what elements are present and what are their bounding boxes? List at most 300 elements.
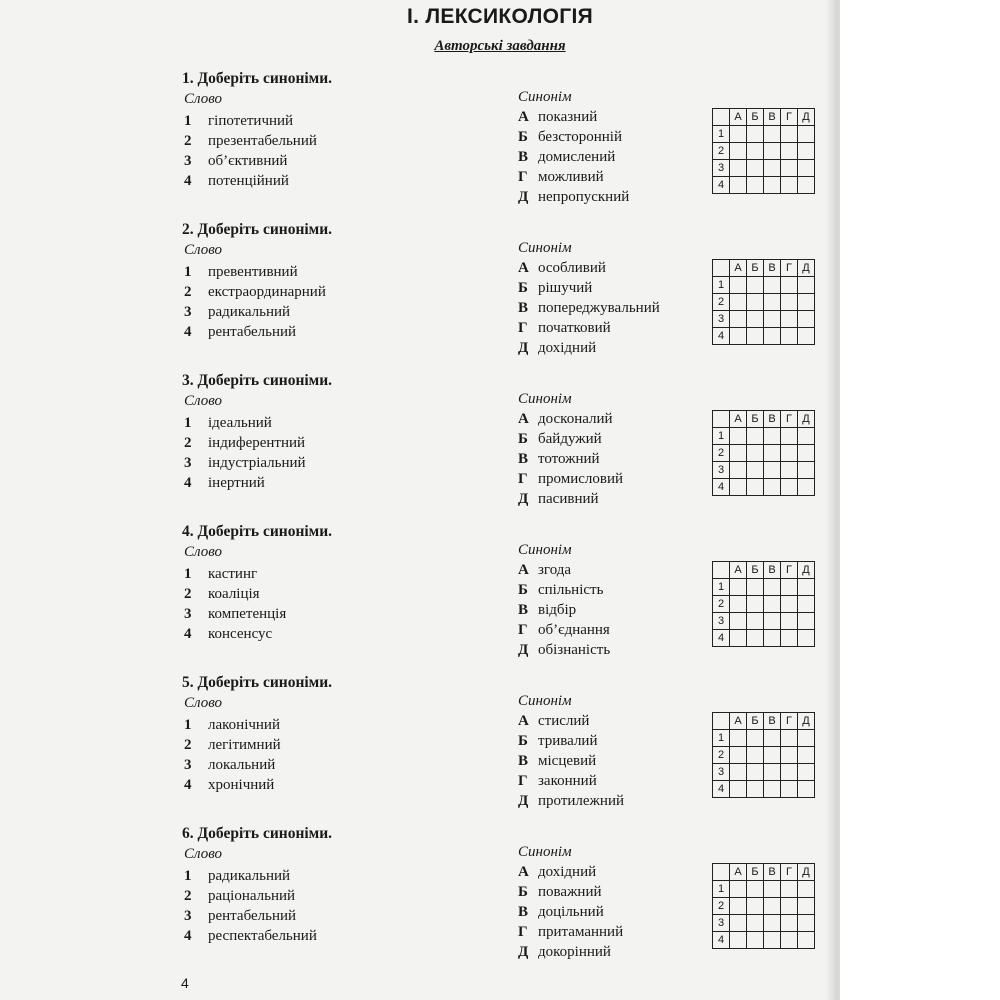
word-item xyxy=(184,415,272,432)
synonym-text: законний xyxy=(538,773,597,789)
grid-answer-cell[interactable] xyxy=(764,277,781,294)
grid-answer-cell[interactable] xyxy=(781,143,798,160)
grid-column-header: Д xyxy=(798,562,815,579)
task-block xyxy=(0,221,838,381)
grid-row-header: 4 xyxy=(713,932,730,949)
grid-answer-cell[interactable] xyxy=(798,613,815,630)
grid-answer-cell[interactable] xyxy=(764,881,781,898)
grid-answer-cell[interactable] xyxy=(730,479,747,496)
grid-answer-cell[interactable] xyxy=(798,311,815,328)
grid-answer-cell[interactable] xyxy=(798,630,815,647)
grid-answer-cell[interactable] xyxy=(781,781,798,798)
grid-answer-cell[interactable] xyxy=(781,613,798,630)
synonym-item xyxy=(518,411,613,428)
word-number: 3 xyxy=(184,757,192,773)
word-number: 3 xyxy=(184,455,192,471)
synonym-text: попереджувальний xyxy=(538,300,660,316)
grid-row-header: 2 xyxy=(713,596,730,613)
grid-answer-cell[interactable] xyxy=(764,294,781,311)
grid-answer-cell[interactable] xyxy=(781,730,798,747)
grid-answer-cell[interactable] xyxy=(798,462,815,479)
grid-answer-cell[interactable] xyxy=(747,579,764,596)
synonym-letter: В xyxy=(518,300,529,316)
grid-answer-cell[interactable] xyxy=(730,932,747,949)
synonym-letter: Д xyxy=(518,189,529,205)
grid-answer-cell[interactable] xyxy=(730,445,747,462)
synonym-item xyxy=(518,260,606,277)
word-text: локальний xyxy=(208,757,276,773)
word-text: раціональний xyxy=(208,888,296,904)
grid-answer-cell[interactable] xyxy=(730,462,747,479)
word-column-label: Слово xyxy=(184,242,223,258)
grid-answer-cell[interactable] xyxy=(730,764,747,781)
grid-answer-cell[interactable] xyxy=(781,479,798,496)
grid-answer-cell[interactable] xyxy=(764,479,781,496)
answer-grid xyxy=(712,108,815,194)
section-subtitle: Авторські завдання xyxy=(434,38,566,54)
synonym-letter: Б xyxy=(518,884,528,900)
synonym-letter: А xyxy=(518,562,529,578)
synonym-text: дохідний xyxy=(538,340,597,356)
grid-answer-cell[interactable] xyxy=(764,915,781,932)
grid-answer-cell[interactable] xyxy=(798,445,815,462)
grid-column-header: Д xyxy=(798,713,815,730)
grid-answer-cell[interactable] xyxy=(730,160,747,177)
grid-answer-cell[interactable] xyxy=(747,143,764,160)
synonym-text: докорінний xyxy=(538,944,611,960)
grid-answer-cell[interactable] xyxy=(747,311,764,328)
grid-answer-cell[interactable] xyxy=(747,479,764,496)
word-number: 4 xyxy=(184,928,192,944)
synonym-letter: В xyxy=(518,602,529,618)
word-number: 4 xyxy=(184,173,192,189)
word-text: інертний xyxy=(208,475,265,491)
grid-answer-cell[interactable] xyxy=(730,277,747,294)
synonym-letter: А xyxy=(518,864,529,880)
synonym-item xyxy=(518,109,597,126)
grid-row-header: 3 xyxy=(713,311,730,328)
word-item xyxy=(184,284,326,301)
grid-answer-cell[interactable] xyxy=(781,596,798,613)
word-number: 2 xyxy=(184,133,192,149)
grid-answer-cell[interactable] xyxy=(730,579,747,596)
grid-answer-cell[interactable] xyxy=(730,747,747,764)
word-text: індустріальний xyxy=(208,455,306,471)
grid-column-header: В xyxy=(764,260,781,277)
grid-answer-cell[interactable] xyxy=(798,479,815,496)
word-item xyxy=(184,777,274,794)
answer-grid xyxy=(712,259,815,345)
word-text: об’єктивний xyxy=(208,153,288,169)
synonym-item xyxy=(518,713,589,730)
synonym-letter: Д xyxy=(518,793,529,809)
grid-answer-cell[interactable] xyxy=(781,764,798,781)
grid-answer-cell[interactable] xyxy=(798,730,815,747)
grid-answer-cell[interactable] xyxy=(781,428,798,445)
grid-answer-cell[interactable] xyxy=(798,143,815,160)
synonym-item xyxy=(518,642,610,659)
grid-column-header: Д xyxy=(798,109,815,126)
word-number: 3 xyxy=(184,606,192,622)
grid-column-header: Г xyxy=(781,260,798,277)
synonym-text: відбір xyxy=(538,602,577,618)
grid-answer-cell[interactable] xyxy=(730,730,747,747)
grid-answer-cell[interactable] xyxy=(764,126,781,143)
synonym-item xyxy=(518,431,602,448)
synonym-text: пасивний xyxy=(538,491,599,507)
grid-column-header: В xyxy=(764,713,781,730)
word-text: гіпотетичний xyxy=(208,113,294,129)
synonym-text: показний xyxy=(538,109,598,125)
grid-answer-cell[interactable] xyxy=(764,932,781,949)
grid-answer-cell[interactable] xyxy=(764,143,781,160)
word-text: радикальний xyxy=(208,868,291,884)
grid-answer-cell[interactable] xyxy=(764,328,781,345)
word-item xyxy=(184,304,290,321)
synonym-text: досконалий xyxy=(538,411,613,427)
grid-answer-cell[interactable] xyxy=(781,311,798,328)
grid-answer-cell[interactable] xyxy=(781,630,798,647)
grid-row-header: 3 xyxy=(713,462,730,479)
grid-row-header: 1 xyxy=(713,277,730,294)
synonym-item xyxy=(518,149,615,166)
synonym-letter: А xyxy=(518,411,529,427)
grid-answer-cell[interactable] xyxy=(747,898,764,915)
word-number: 1 xyxy=(184,113,192,129)
word-column-label: Слово xyxy=(184,544,223,560)
grid-answer-cell[interactable] xyxy=(798,932,815,949)
grid-answer-cell[interactable] xyxy=(730,143,747,160)
grid-answer-cell[interactable] xyxy=(764,898,781,915)
grid-answer-cell[interactable] xyxy=(747,932,764,949)
grid-row-header: 1 xyxy=(713,730,730,747)
task-heading: 4. Доберіть синоніми. xyxy=(182,523,333,540)
grid-answer-cell[interactable] xyxy=(730,126,747,143)
grid-row-header: 4 xyxy=(713,630,730,647)
grid-answer-cell[interactable] xyxy=(764,445,781,462)
grid-column-header: В xyxy=(764,411,781,428)
synonym-item xyxy=(518,300,660,317)
grid-answer-cell[interactable] xyxy=(764,630,781,647)
grid-answer-cell[interactable] xyxy=(764,579,781,596)
synonym-item xyxy=(518,562,571,579)
word-text: потенційний xyxy=(208,173,289,189)
grid-answer-cell[interactable] xyxy=(764,764,781,781)
grid-answer-cell[interactable] xyxy=(764,462,781,479)
grid-answer-cell[interactable] xyxy=(747,428,764,445)
task-block xyxy=(0,523,838,683)
grid-answer-cell[interactable] xyxy=(730,898,747,915)
grid-corner-cell xyxy=(713,411,730,428)
word-column-label: Слово xyxy=(184,393,223,409)
grid-answer-cell[interactable] xyxy=(747,764,764,781)
synonym-letter: Г xyxy=(518,320,528,336)
grid-answer-cell[interactable] xyxy=(730,630,747,647)
synonym-text: тривалий xyxy=(538,733,598,749)
grid-answer-cell[interactable] xyxy=(781,160,798,177)
grid-answer-cell[interactable] xyxy=(798,747,815,764)
synonym-text: байдужий xyxy=(538,431,602,447)
grid-answer-cell[interactable] xyxy=(764,613,781,630)
synonym-item xyxy=(518,773,597,790)
grid-answer-cell[interactable] xyxy=(781,328,798,345)
grid-answer-cell[interactable] xyxy=(747,160,764,177)
grid-answer-cell[interactable] xyxy=(798,177,815,194)
grid-column-header: Б xyxy=(747,260,764,277)
synonym-text: промисловий xyxy=(538,471,624,487)
grid-answer-cell[interactable] xyxy=(764,730,781,747)
grid-answer-cell[interactable] xyxy=(747,462,764,479)
synonym-text: обізнаність xyxy=(538,642,611,658)
grid-answer-cell[interactable] xyxy=(798,579,815,596)
synonym-letter: Б xyxy=(518,733,528,749)
word-number: 3 xyxy=(184,908,192,924)
grid-row-header: 3 xyxy=(713,764,730,781)
task-block xyxy=(0,70,838,230)
synonym-text: об’єднання xyxy=(538,622,610,638)
grid-answer-cell[interactable] xyxy=(781,177,798,194)
synonym-item xyxy=(518,320,611,337)
word-number: 4 xyxy=(184,626,192,642)
word-number: 4 xyxy=(184,475,192,491)
grid-corner-cell xyxy=(713,562,730,579)
grid-row-header: 1 xyxy=(713,428,730,445)
grid-column-header: Б xyxy=(747,562,764,579)
grid-answer-cell[interactable] xyxy=(747,596,764,613)
word-number: 4 xyxy=(184,324,192,340)
grid-answer-cell[interactable] xyxy=(730,177,747,194)
synonym-item xyxy=(518,793,624,810)
grid-column-header: Д xyxy=(798,864,815,881)
grid-answer-cell[interactable] xyxy=(781,747,798,764)
grid-row-header: 3 xyxy=(713,915,730,932)
grid-answer-cell[interactable] xyxy=(798,428,815,445)
grid-answer-cell[interactable] xyxy=(798,915,815,932)
grid-row-header: 2 xyxy=(713,747,730,764)
grid-answer-cell[interactable] xyxy=(798,328,815,345)
grid-answer-cell[interactable] xyxy=(764,177,781,194)
synonym-letter: Д xyxy=(518,642,529,658)
grid-answer-cell[interactable] xyxy=(747,881,764,898)
word-item xyxy=(184,566,257,583)
grid-answer-cell[interactable] xyxy=(730,915,747,932)
grid-column-header: Г xyxy=(781,562,798,579)
grid-answer-cell[interactable] xyxy=(747,630,764,647)
word-item xyxy=(184,908,296,925)
grid-answer-cell[interactable] xyxy=(764,311,781,328)
grid-column-header: Д xyxy=(798,411,815,428)
synonym-text: згода xyxy=(538,562,572,578)
grid-column-header: Б xyxy=(747,109,764,126)
grid-answer-cell[interactable] xyxy=(747,613,764,630)
synonym-text: стислий xyxy=(538,713,590,729)
synonym-column-label: Синонім xyxy=(518,844,572,860)
grid-answer-cell[interactable] xyxy=(730,781,747,798)
word-number: 1 xyxy=(184,415,192,431)
section-title: І. ЛЕКСИКОЛОГІЯ xyxy=(406,5,594,28)
synonym-letter: Б xyxy=(518,129,528,145)
word-number: 2 xyxy=(184,586,192,602)
grid-answer-cell[interactable] xyxy=(747,277,764,294)
grid-column-header: Б xyxy=(747,864,764,881)
task-heading: 5. Доберіть синоніми. xyxy=(182,674,333,691)
word-item xyxy=(184,324,296,341)
grid-row-header: 2 xyxy=(713,898,730,915)
synonym-letter: Г xyxy=(518,773,528,789)
grid-answer-cell[interactable] xyxy=(764,160,781,177)
synonym-letter: Д xyxy=(518,944,529,960)
grid-answer-cell[interactable] xyxy=(781,881,798,898)
grid-row-header: 1 xyxy=(713,881,730,898)
grid-row-header: 2 xyxy=(713,143,730,160)
grid-answer-cell[interactable] xyxy=(747,328,764,345)
synonym-text: особливий xyxy=(538,260,606,276)
word-item xyxy=(184,757,275,774)
grid-answer-cell[interactable] xyxy=(781,915,798,932)
synonym-column-label: Синонім xyxy=(518,693,572,709)
grid-answer-cell[interactable] xyxy=(747,445,764,462)
synonym-item xyxy=(518,753,596,770)
grid-answer-cell[interactable] xyxy=(730,311,747,328)
synonym-letter: Г xyxy=(518,924,528,940)
synonym-item xyxy=(518,904,604,921)
synonym-text: поважний xyxy=(538,884,602,900)
grid-answer-cell[interactable] xyxy=(730,596,747,613)
grid-answer-cell[interactable] xyxy=(781,294,798,311)
word-number: 1 xyxy=(184,566,192,582)
grid-answer-cell[interactable] xyxy=(798,881,815,898)
task-block xyxy=(0,825,838,985)
grid-answer-cell[interactable] xyxy=(764,596,781,613)
synonym-text: дохідний xyxy=(538,864,597,880)
word-item xyxy=(184,626,272,643)
task-block xyxy=(0,372,838,532)
synonym-text: початковий xyxy=(538,320,611,336)
grid-answer-cell[interactable] xyxy=(730,328,747,345)
word-number: 3 xyxy=(184,153,192,169)
grid-answer-cell[interactable] xyxy=(747,177,764,194)
grid-answer-cell[interactable] xyxy=(781,579,798,596)
grid-column-header: А xyxy=(730,562,747,579)
grid-answer-cell[interactable] xyxy=(798,277,815,294)
word-text: рентабельний xyxy=(208,324,297,340)
synonym-text: рішучий xyxy=(538,280,593,296)
word-item xyxy=(184,868,290,885)
word-number: 4 xyxy=(184,777,192,793)
word-item xyxy=(184,133,317,150)
grid-answer-cell[interactable] xyxy=(747,781,764,798)
synonym-text: спільність xyxy=(538,582,604,598)
synonym-letter: В xyxy=(518,451,529,467)
synonym-item xyxy=(518,944,611,961)
grid-answer-cell[interactable] xyxy=(798,781,815,798)
grid-answer-cell[interactable] xyxy=(730,613,747,630)
grid-corner-cell xyxy=(713,260,730,277)
synonym-text: місцевий xyxy=(538,753,597,769)
synonym-letter: Д xyxy=(518,340,529,356)
grid-column-header: А xyxy=(730,109,747,126)
grid-answer-cell[interactable] xyxy=(764,781,781,798)
grid-answer-cell[interactable] xyxy=(764,428,781,445)
word-number: 3 xyxy=(184,304,192,320)
grid-answer-cell[interactable] xyxy=(730,881,747,898)
grid-column-header: Б xyxy=(747,411,764,428)
grid-row-header: 2 xyxy=(713,294,730,311)
task-heading: 6. Доберіть синоніми. xyxy=(182,825,333,842)
grid-answer-cell[interactable] xyxy=(798,764,815,781)
grid-answer-cell[interactable] xyxy=(747,126,764,143)
word-text: презентабельний xyxy=(208,133,317,149)
synonym-item xyxy=(518,491,599,508)
synonym-letter: Г xyxy=(518,169,528,185)
answer-grid xyxy=(712,410,815,496)
grid-answer-cell[interactable] xyxy=(781,462,798,479)
grid-answer-cell[interactable] xyxy=(798,160,815,177)
synonym-item xyxy=(518,129,622,146)
grid-column-header: В xyxy=(764,109,781,126)
grid-answer-cell[interactable] xyxy=(781,277,798,294)
grid-answer-cell[interactable] xyxy=(730,428,747,445)
grid-corner-cell xyxy=(713,109,730,126)
grid-answer-cell[interactable] xyxy=(747,915,764,932)
word-text: коаліція xyxy=(208,586,260,602)
synonym-column-label: Синонім xyxy=(518,240,572,256)
synonym-letter: Д xyxy=(518,491,529,507)
word-item xyxy=(184,173,289,190)
word-item xyxy=(184,435,305,452)
synonym-letter: Г xyxy=(518,622,528,638)
grid-answer-cell[interactable] xyxy=(798,596,815,613)
grid-column-header: А xyxy=(730,260,747,277)
grid-corner-cell xyxy=(713,864,730,881)
grid-row-header: 4 xyxy=(713,328,730,345)
grid-answer-cell[interactable] xyxy=(798,294,815,311)
synonym-column-label: Синонім xyxy=(518,391,572,407)
word-number: 2 xyxy=(184,435,192,451)
synonym-letter: В xyxy=(518,904,529,920)
word-item xyxy=(184,153,287,170)
synonym-item xyxy=(518,864,596,881)
grid-answer-cell[interactable] xyxy=(730,294,747,311)
grid-column-header: Г xyxy=(781,713,798,730)
grid-column-header: Г xyxy=(781,109,798,126)
grid-answer-cell[interactable] xyxy=(747,730,764,747)
grid-column-header: В xyxy=(764,562,781,579)
synonym-text: непропускний xyxy=(538,189,630,205)
grid-answer-cell[interactable] xyxy=(781,445,798,462)
grid-answer-cell[interactable] xyxy=(781,898,798,915)
grid-row-header: 2 xyxy=(713,445,730,462)
answer-grid xyxy=(712,712,815,798)
word-number: 2 xyxy=(184,737,192,753)
grid-answer-cell[interactable] xyxy=(781,126,798,143)
grid-answer-cell[interactable] xyxy=(798,898,815,915)
synonym-letter: А xyxy=(518,713,529,729)
grid-answer-cell[interactable] xyxy=(747,294,764,311)
grid-answer-cell[interactable] xyxy=(747,747,764,764)
grid-answer-cell[interactable] xyxy=(798,126,815,143)
grid-answer-cell[interactable] xyxy=(781,932,798,949)
word-number: 1 xyxy=(184,264,192,280)
grid-answer-cell[interactable] xyxy=(764,747,781,764)
word-text: компетенція xyxy=(208,606,287,622)
grid-column-header: А xyxy=(730,713,747,730)
word-item xyxy=(184,717,280,734)
word-item xyxy=(184,264,298,281)
synonym-letter: Б xyxy=(518,431,528,447)
synonym-item xyxy=(518,471,623,488)
word-text: лаконічний xyxy=(208,717,280,733)
